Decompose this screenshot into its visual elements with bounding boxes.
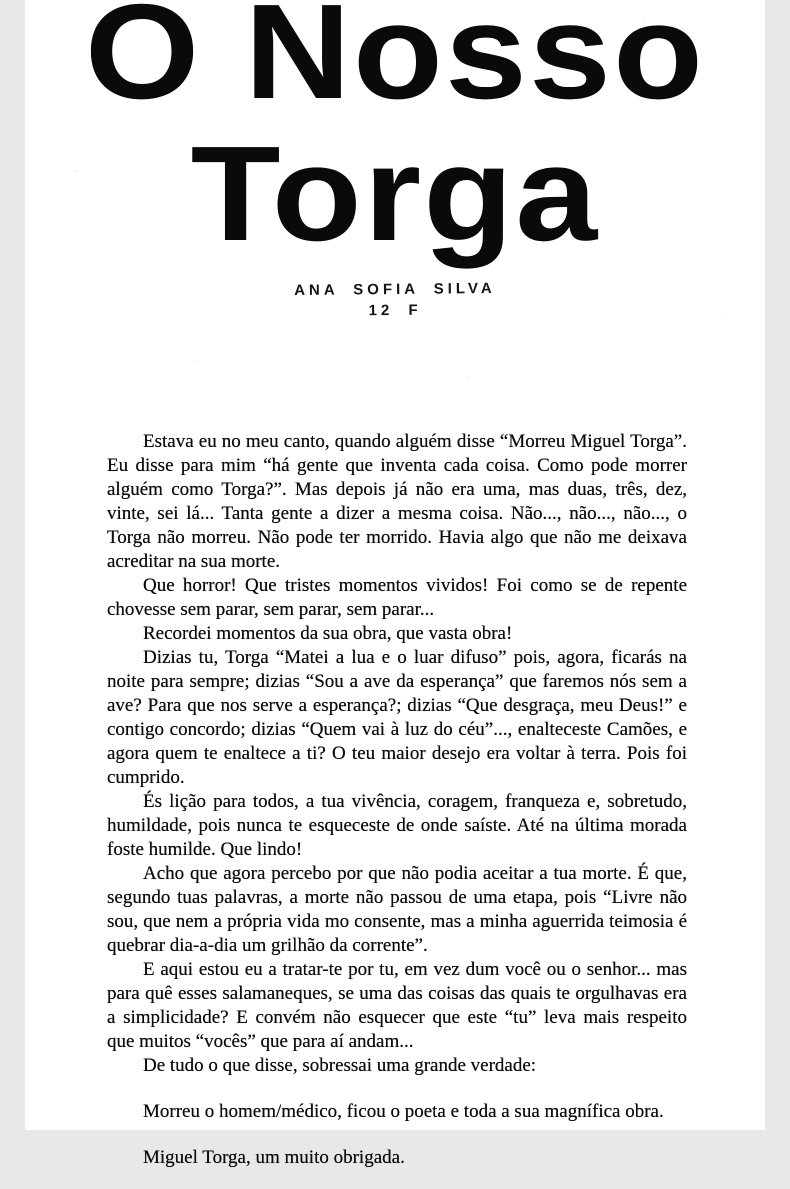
body-text [107,430,687,1170]
author-class: 12 F [368,301,422,320]
paragraph: Morreu o homem/médico, ficou o poeta e toda a sua magnífica obra. [143,1101,664,1122]
page-title-line-1: O Nosso [84,0,706,127]
byline [25,277,765,323]
paragraph: Que horror! Que tristes momentos vividos! Foi como se de repente chovesse sem parar, sem parar, sem parar... [107,575,687,620]
scanned-document-page [25,0,765,1168]
paragraph: Dizias tu, Torga “Matei a lua e o luar difuso” pois, agora, ficarás na noite para sempre; dizias “Sou a ave da esperança” que faremos nós sem a ave? Para que nos serve a esperança?; dizias “Que desgraça, meu Deus!” e contigo concordo; dizias “Quem vai à luz do céu”..., enalteceste Camões, e agora quem te enaltece a ti? O teu maior desejo era voltar à terra. Pois foi cumprido. [107,647,687,788]
page-title [25,0,765,269]
paragraph: Recordei momentos da sua obra, que vasta obra! [143,623,513,644]
paragraph: De tudo o que disse, sobressai uma grande verdade: [143,1055,537,1076]
paragraph: E aqui estou eu a tratar-te por tu, em vez dum você ou o senhor... mas para quê esses salamaneques, se uma das coisas das quais te orgulhavas era a simplicidade? E convém não esquecer que este “tu” leva mais respeito que muitos “vocês” que para aí andam... [107,959,687,1052]
page-title-line-2: Torga [190,118,600,269]
paragraph: Estava eu no meu canto, quando alguém disse “Morreu Miguel Torga”. Eu disse para mim “há gente que inventa cada coisa. Como pode morrer alguém como Torga?”. Mas depois já não era uma, mas duas, três, dez, vinte, sei lá... Tanta gente a dizer a mesma coisa. Não..., não..., não..., o Torga não morreu. Não pode ter morrido. Havia algo que não me deixava acreditar na sua morte. [107,431,687,572]
author-name: ANA SOFIA SILVA [294,279,496,300]
paragraph: És lição para todos, a tua vivência, coragem, franqueza e, sobretudo, humildade, pois nunca te esqueceste de onde saíste. Até na última morada foste humilde. Que lindo! [107,791,687,860]
paragraph: Miguel Torga, um muito obrigada. [143,1147,405,1168]
paragraph: Acho que agora percebo por que não podia aceitar a tua morte. É que, segundo tuas palavras, a morte não passou de uma etapa, pois “Livre não sou, que nem a própria vida mo consente, mas a minha aguerrida teimosia é quebrar dia-a-dia um grilhão da corrente”. [107,863,687,956]
